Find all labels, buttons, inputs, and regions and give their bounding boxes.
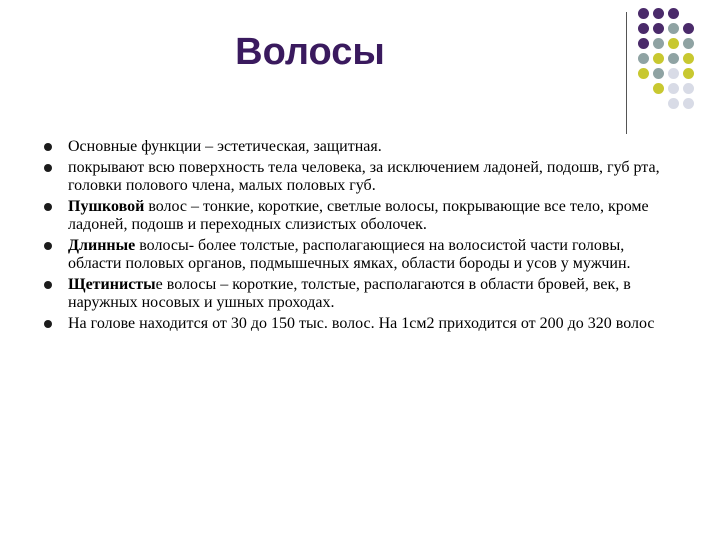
- decorative-dot: [668, 53, 679, 64]
- bullet-item-hair-count: [40, 315, 680, 333]
- decorative-dot: [683, 23, 694, 34]
- decorative-dot: [668, 23, 679, 34]
- bullet-text: Основные функции – эстетическая, защитная.: [68, 138, 382, 155]
- decorative-dot: [653, 68, 664, 79]
- bullet-item-coverage: [40, 159, 680, 195]
- bullet-item-vellus-hair: [40, 198, 680, 234]
- decorative-dot: [668, 38, 679, 49]
- bullet-lead-term: Пушковой: [68, 198, 145, 215]
- decorative-dot: [653, 8, 664, 19]
- decorative-dot: [668, 8, 679, 19]
- decorative-dot: [683, 98, 694, 109]
- bullet-item-functions: [40, 138, 680, 156]
- decorative-dot: [683, 53, 694, 64]
- bullet-list: [40, 138, 680, 336]
- decorative-dot: [638, 53, 649, 64]
- decorative-dot: [683, 83, 694, 94]
- bullet-text: волосы- более толстые, располагающиеся на волосистой части головы, области половых органов, подмышечных ямках, области бороды и усов у мужчин.: [68, 237, 631, 272]
- slide-title: Волосы: [235, 31, 385, 73]
- decorative-dot: [638, 23, 649, 34]
- decorative-dot: [683, 38, 694, 49]
- decorative-dot: [638, 8, 649, 19]
- decorative-dot: [668, 68, 679, 79]
- bullet-lead-term: Длинные: [68, 237, 136, 254]
- bullet-marker: [44, 320, 52, 328]
- decorative-dot: [653, 83, 664, 94]
- bullet-item-bristle-hair: [40, 276, 680, 312]
- decorative-dot: [668, 83, 679, 94]
- bullet-marker: [44, 143, 52, 151]
- bullet-text: е волосы – короткие, толстые, располагаются в области бровей, век, в наружных носовых и ушных проходах.: [68, 276, 631, 311]
- decorative-dot: [653, 38, 664, 49]
- bullet-text: покрывают всю поверхность тела человека, за исключением ладоней, подошв, губ рта, головки полового члена, малых половых губ.: [68, 159, 660, 194]
- bullet-marker: [44, 242, 52, 250]
- bullet-text: волос – тонкие, короткие, светлые волосы, покрывающие все тело, кроме ладоней, подошв и переходных слизистых оболочек.: [68, 198, 649, 233]
- decorative-dot: [638, 68, 649, 79]
- decorative-dot: [653, 53, 664, 64]
- decorative-dot: [668, 98, 679, 109]
- decorative-dot: [638, 38, 649, 49]
- decorative-dot: [653, 23, 664, 34]
- bullet-marker: [44, 281, 52, 289]
- bullet-marker: [44, 164, 52, 172]
- decorative-dot-grid: [638, 8, 718, 118]
- bullet-text: На голове находится от 30 до 150 тыс. волос. На 1см2 приходится от 200 до 320 волос: [68, 315, 655, 332]
- bullet-lead-term: Щетинисты: [68, 276, 156, 293]
- vertical-divider: [626, 12, 627, 134]
- bullet-marker: [44, 203, 52, 211]
- decorative-dot: [683, 68, 694, 79]
- bullet-item-long-hair: [40, 237, 680, 273]
